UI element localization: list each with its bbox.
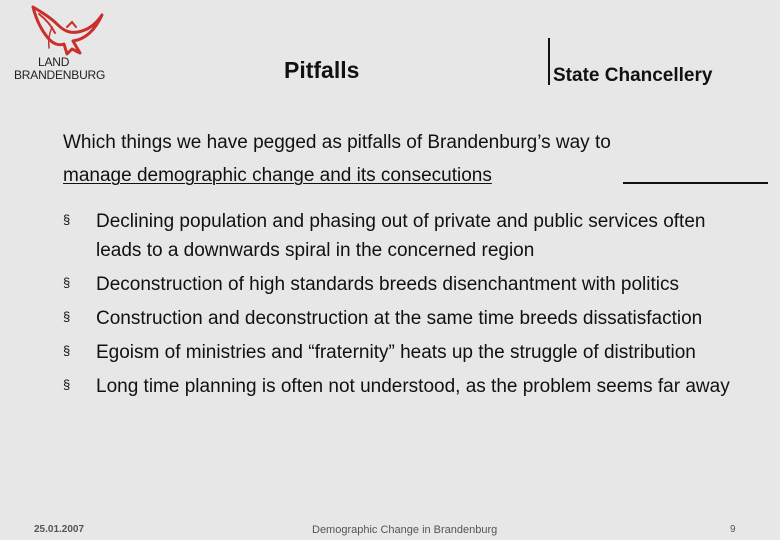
land-brandenburg-logo	[10, 2, 122, 88]
section-sign-bullet-icon: §	[63, 343, 71, 358]
pitfall-text: Deconstruction of high standards breeds disenchantment with politics	[96, 274, 679, 295]
section-sign-bullet-icon: §	[63, 309, 71, 324]
pitfall-item	[63, 338, 753, 367]
pitfall-text: Declining population and phasing out of private and public services often leads to a downwards spiral in the concerned region	[96, 211, 706, 261]
logo-text-line2: BRANDENBURG	[14, 68, 106, 82]
ministry-label: State Chancellery	[553, 65, 713, 86]
red-eagle-icon	[25, 5, 105, 57]
pitfall-text: Long time planning is often not understood, as the problem seems far away	[96, 376, 730, 397]
section-sign-bullet-icon: §	[63, 212, 71, 227]
section-sign-bullet-icon: §	[63, 275, 71, 290]
slide-title: Pitfalls	[284, 57, 360, 83]
header-divider	[548, 38, 550, 85]
intro-underline	[623, 182, 768, 184]
logo-text	[14, 56, 124, 82]
section-sign-bullet-icon: §	[63, 377, 71, 392]
intro-text	[63, 126, 713, 192]
footer-date: 25.01.2007	[34, 524, 85, 535]
logo-text-line1: LAND	[38, 55, 70, 69]
pitfall-item	[63, 207, 753, 265]
intro-line-1: Which things we have pegged as pitfalls of Brandenburg’s way to	[63, 132, 611, 153]
pitfall-text: Egoism of ministries and “fraternity” heats up the struggle of distribution	[96, 342, 696, 363]
pitfall-text: Construction and deconstruction at the same time breeds dissatisfaction	[96, 308, 703, 329]
pitfall-item	[63, 372, 753, 401]
intro-line-2: manage demographic change and its consecutions	[63, 165, 492, 186]
footer-title: Demographic Change in Brandenburg	[312, 524, 498, 536]
pitfall-item	[63, 270, 753, 299]
pitfall-list	[63, 207, 753, 401]
pitfall-item	[63, 304, 753, 333]
page-number: 9	[730, 524, 736, 535]
